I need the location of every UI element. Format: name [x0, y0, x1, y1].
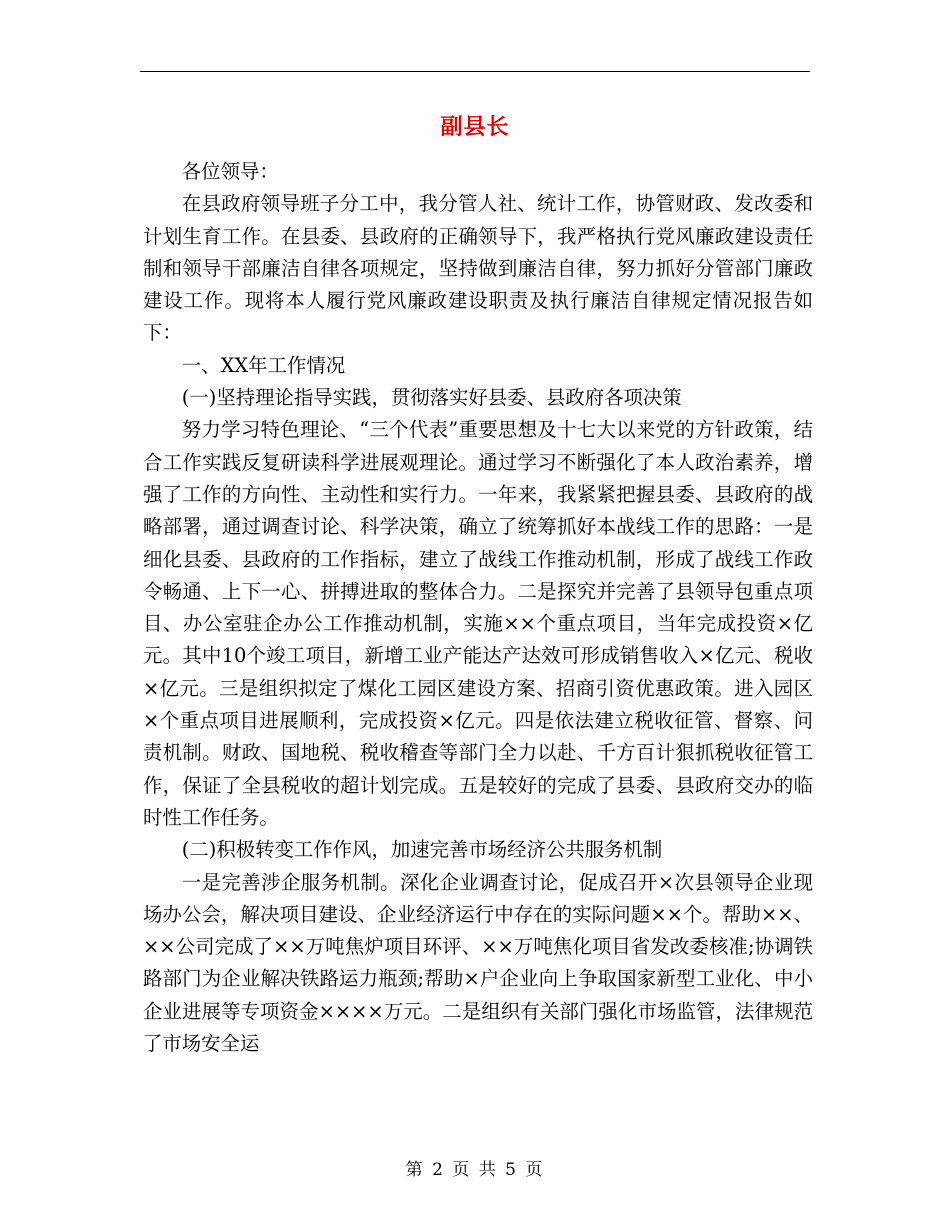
paragraph-body: 一是完善涉企服务机制。深化企业调查讨论，促成召开×次县领导企业现场办公会，解决项目建设、企业经济运行中存在的实际问题××个。帮助××、××公司完成了××万吨焦炉项目环评、××万吨焦化项目省发改委核准;协调铁路部门为企业解决铁路运力瓶颈;帮助×户企业向上争取国家新型工业化、中小企业进展等专项资金××××万元。二是组织有关部门强化市场监管，法律规范了市场安全运: [143, 870, 813, 1056]
paragraph-intro: 在县政府领导班子分工中，我分管人社、统计工作，协管财政、发改委和计划生育工作。在县委、县政府的正确领导下，我严格执行党风廉政建设责任制和领导干部廉洁自律各项规定，坚持做到廉洁自律，努力抓好分管部门廉政建设工作。现将本人履行党风廉政建设职责及执行廉洁自律规定情况报告如下：: [143, 192, 813, 345]
page-number-footer: 第 2 页 共 5 页: [405, 1160, 545, 1180]
header-rule: [140, 71, 810, 72]
section-heading: 一、XX年工作情况: [181, 353, 346, 377]
paragraph-body: 努力学习特色理论、“三个代表”重要思想及十七大以来党的方针政策，结合工作实践反复研读科学进展观理论。通过学习不断强化了本人政治素养，增强了工作的方向性、主动性和实行力。一年来，我紧紧把握县委、县政府的战略部署，通过调查讨论、科学决策，确立了统筹抓好本战线工作的思路：一是细化县委、县政府的工作指标，建立了战线工作推动机制，形成了战线工作政令畅通、上下一心、拼搏进取的整体合力。二是探究并完善了县领导包重点项目、办公室驻企办公工作推动机制，实施××个重点项目，当年完成投资×亿元。其中10个竣工项目，新增工业产能达产达效可形成销售收入×亿元、税收×亿元。三是组织拟定了煤化工园区建设方案、招商引资优惠政策。进入园区×个重点项目进展顺利，完成投资×亿元。四是依法建立税收征管、督察、问责机制。财政、国地税、税收稽查等部门全力以赴、千方百计狠抓税收征管工作，保证了全县税收的超计划完成。五是较好的完成了县委、县政府交办的临时性工作任务。: [143, 418, 813, 829]
document-body: [143, 156, 813, 1060]
subsection-heading: (一)坚持理论指导实践，贯彻落实好县委、县政府各项决策: [181, 386, 682, 410]
subsection-heading: (二)积极转变工作作风，加速完善市场经济公共服务机制: [181, 838, 663, 862]
document-title: 副县长: [440, 114, 510, 140]
salutation: 各位领导：: [181, 160, 279, 183]
